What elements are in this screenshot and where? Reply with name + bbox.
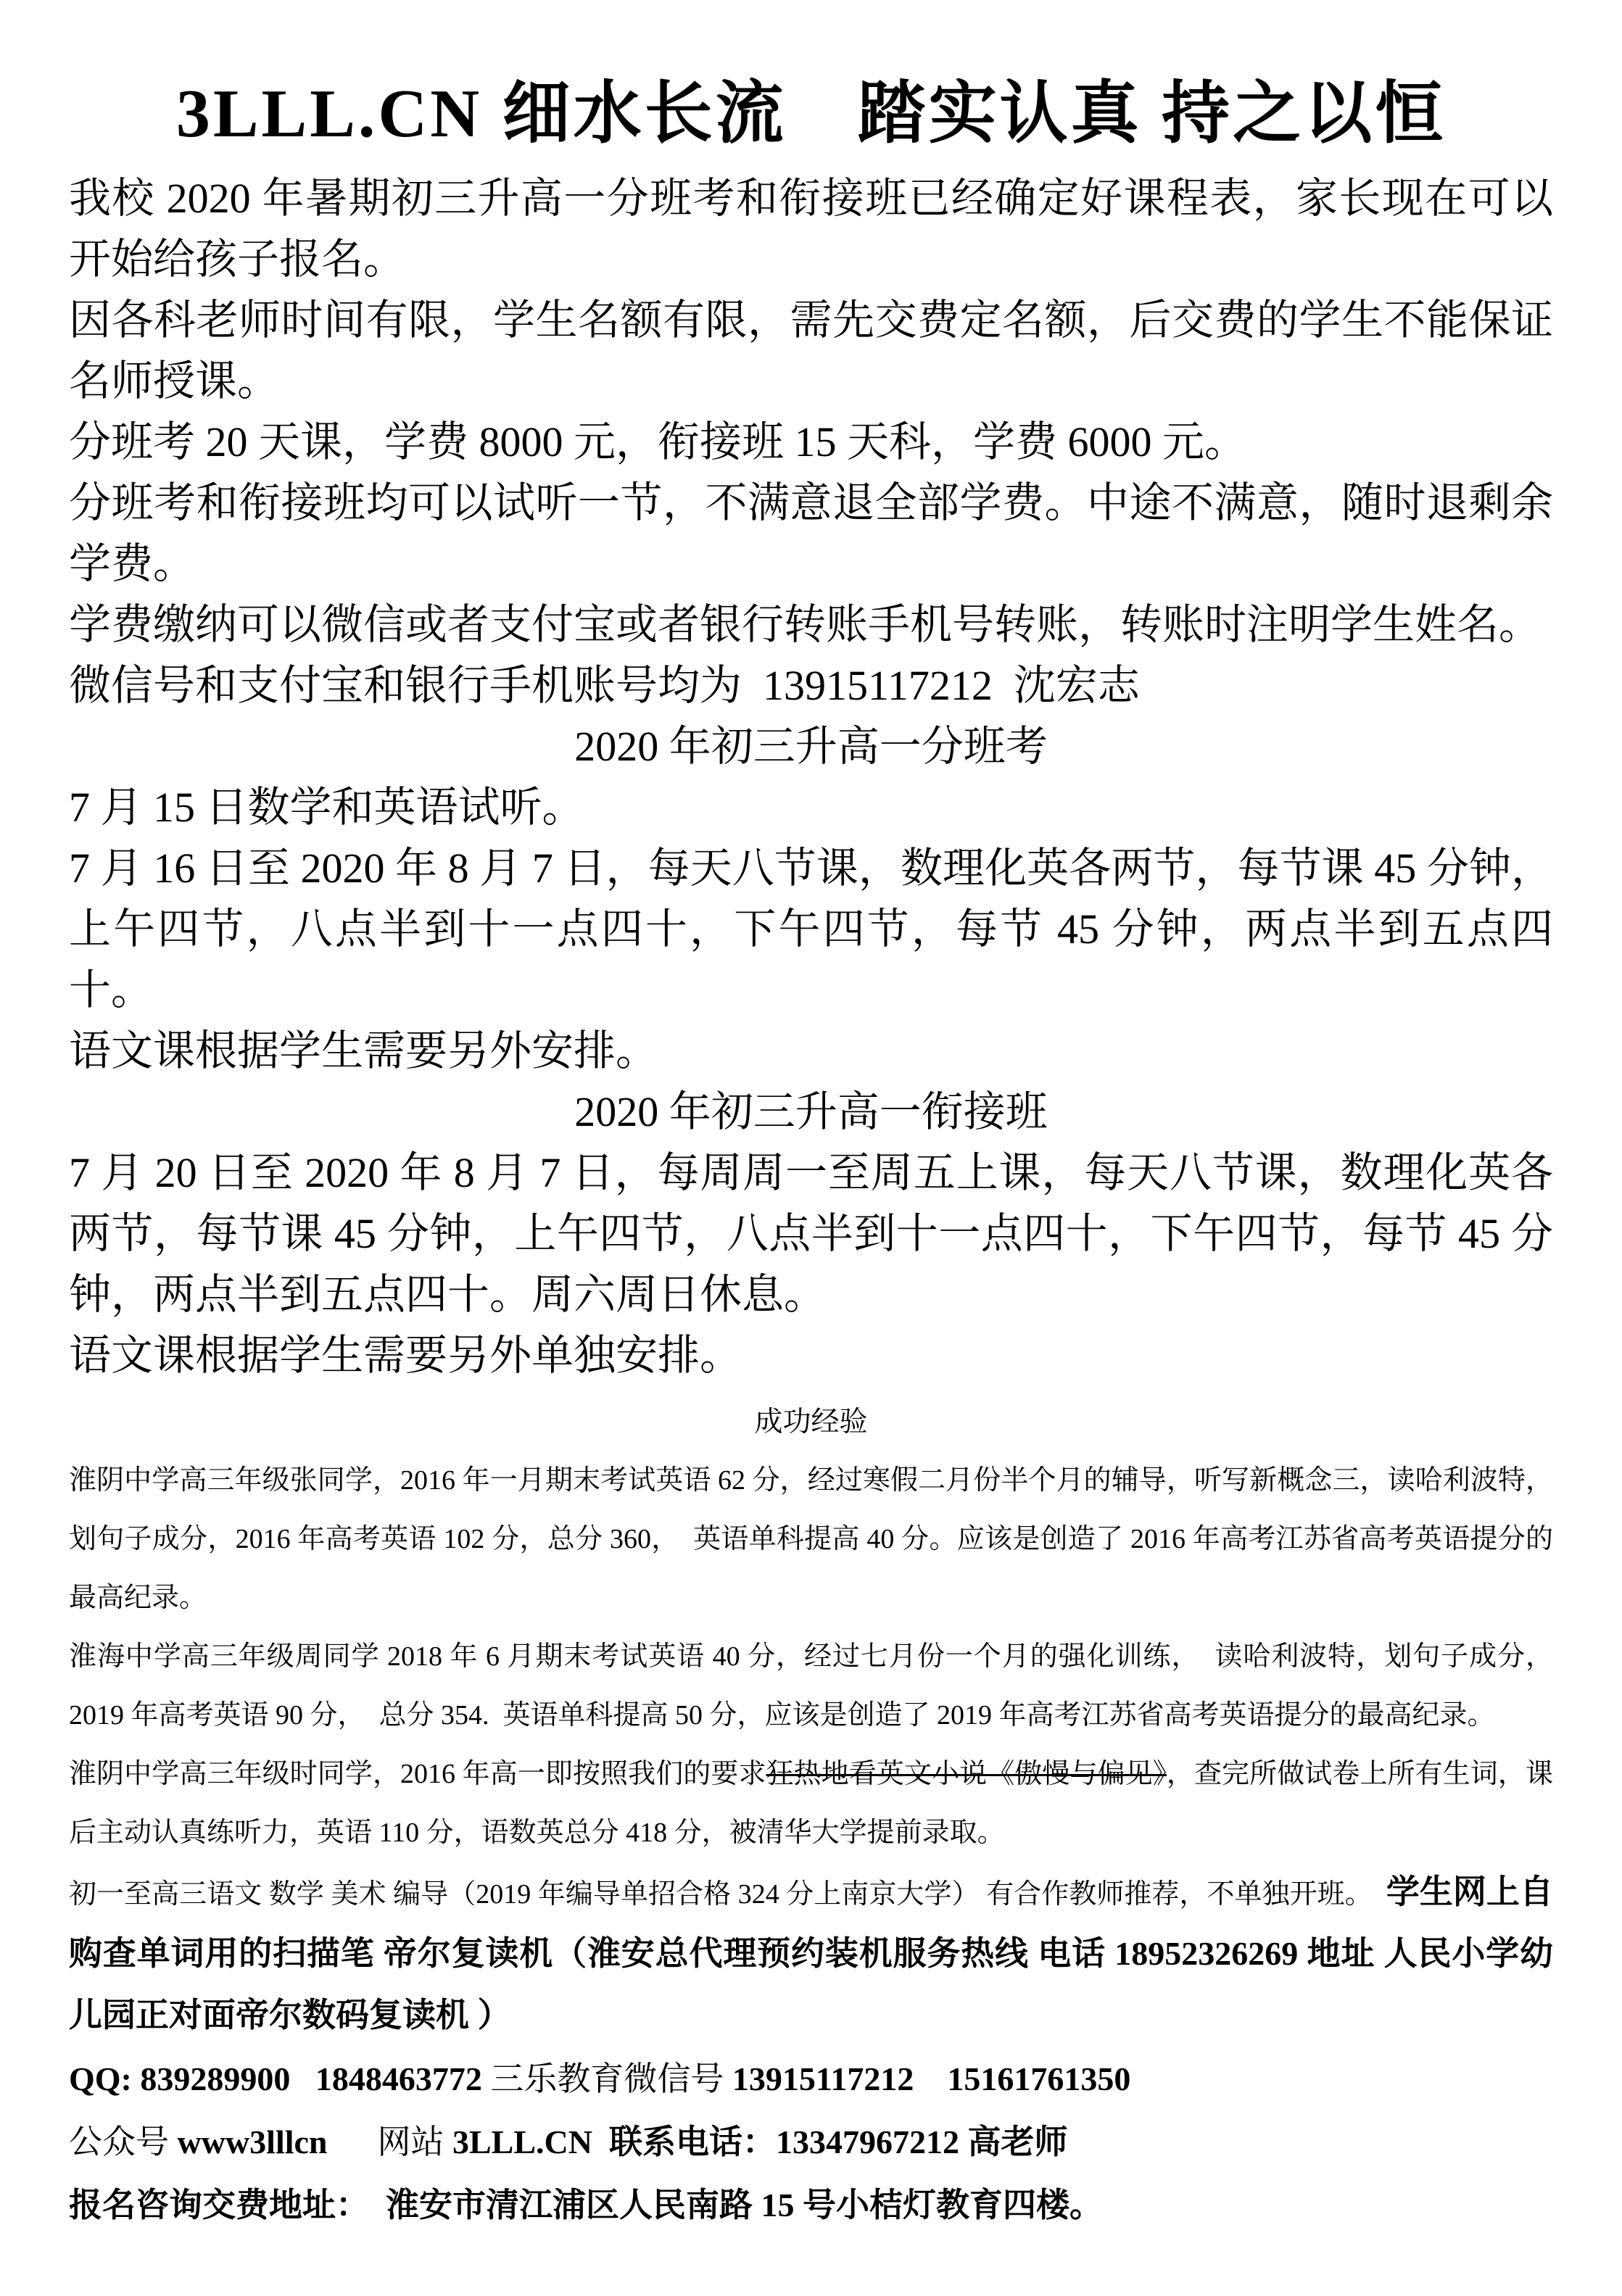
success-section xyxy=(69,1393,1553,2047)
success-story-1: 淮阴中学高三年级张同学，2016 年一月期末考试英语 62 分，经过寒假二月份半个月的辅导，听写新概念三，读哈利波特，划句子成分，2016 年高考英语 102 分，总分 360， 英语单科提高 40 分。应该是创造了 2016 年高考江苏省高考英语提分的最高纪录。 xyxy=(69,1465,1553,1614)
contact-section xyxy=(69,2047,1553,2237)
payment-account-line: 微信号和支付宝和银行手机账号均为 13915117212 沈宏志 xyxy=(69,662,1140,710)
wechat-label: 三乐教育微信号 xyxy=(490,2060,732,2098)
intro-paragraph: 分班考 20 天课，学费 8000 元，衔接班 15 天科，学费 6000 元。 xyxy=(69,418,1247,466)
placement-exam-paragraph: 语文课根据学生需要另外安排。 xyxy=(69,1027,658,1075)
intro-paragraph: 我校 2020 年暑期初三升高一分班考和衔接班已经确定好课程表，家长现在可以开始给孩子报名。 xyxy=(69,175,1553,283)
placement-exam-section xyxy=(69,716,1553,1082)
website-value: 3LLL.CN xyxy=(452,2123,592,2161)
placement-exam-paragraph: 7 月 16 日至 2020 年 8 月 7 日，每天八节课，数理化英各两节，每节课 45 分钟，上午四节，八点半到十一点四十，下午四节，每节 45 分钟，两点半到五点四十。 xyxy=(69,845,1553,1014)
bridge-class-paragraph: 语文课根据学生需要另外单独安排。 xyxy=(69,1332,742,1380)
strikethrough-text: 狂热地看英文小说《傲慢与偏见》 xyxy=(766,1759,1167,1790)
story-3-post-text: ，查完所做试卷上所有生词，课后主动认真练听力，英语 110 分，语数英总分 418 分，被清华大学提前录取。 xyxy=(69,1759,1553,1849)
intro-section xyxy=(69,168,1553,716)
bridge-class-section xyxy=(69,1082,1553,1386)
success-story-3 xyxy=(69,1745,1553,1862)
placement-exam-paragraph: 7 月 15 日数学和英语试听。 xyxy=(69,784,584,832)
public-account-label: 公众号 xyxy=(69,2123,178,2161)
courses-normal-text: 初一至高三语文 数学 美术 编导（2019 年编导单招合格 324 分上南京大学） 有合作教师推荐，不单独开班。 xyxy=(69,1879,1386,1910)
bridge-class-heading: 2020 年初三升高一衔接班 xyxy=(574,1088,1048,1136)
scanner-pen-note: 学生网上自购查单词用的扫描笔 帝尔复读机（淮安总代理预约装机服务热线 电话 18952326269 地址 人民小学幼儿园正对面帝尔数码复读机 ） xyxy=(69,1873,1553,2034)
success-heading: 成功经验 xyxy=(754,1406,868,1438)
web-line xyxy=(69,2110,1553,2173)
bridge-class-paragraph: 7 月 20 日至 2020 年 8 月 7 日，每周周一至周五上课，每天八节课，数理化英各两节，每节课 45 分钟，上午四节，八点半到十一点四十，下午四节，每节 45 分钟，两点半到五点四十。周六周日休息。 xyxy=(69,1149,1553,1319)
public-account-value: www3lllcn xyxy=(177,2123,328,2161)
website-label: 网站 xyxy=(327,2123,452,2161)
wechat-numbers: 13915117212 15161761350 xyxy=(732,2060,1131,2098)
intro-paragraph: 因各科老师时间有限，学生名额有限，需先交费定名额，后交费的学生不能保证名师授课。 xyxy=(69,297,1553,405)
page-title: 3LLL.CN 细水长流 踏实认真 持之以恒 xyxy=(175,76,1447,152)
address-line: 报名咨询交费地址： 淮安市清江浦区人民南路 15 号小桔灯教育四楼。 xyxy=(69,2187,1103,2224)
intro-paragraph: 学费缴纳可以微信或者支付宝或者银行转账手机号转账，转账时注明学生姓名。 xyxy=(69,601,1542,649)
intro-paragraph: 分班考和衔接班均可以试听一节，不满意退全部学费。中途不满意，随时退剩余学费。 xyxy=(69,479,1553,588)
story-3-pre-text: 淮阴中学高三年级时同学，2016 年高一即按照我们的要求 xyxy=(69,1759,766,1790)
phone-contact: 联系电话：13347967212 高老师 xyxy=(592,2123,1068,2161)
qq-line xyxy=(69,2047,1553,2110)
success-story-2: 淮海中学高三年级周同学 2018 年 6 月期末考试英语 40 分，经过七月份一个月的强化训练， 读哈利波特，划句子成分，2019 年高考英语 90 分， 总分 354. 英语单科提高 50 分，应该是创造了 2019 年高考江苏省高考英语提分的最高纪录。 xyxy=(69,1641,1553,1731)
courses-note xyxy=(69,1862,1553,2047)
placement-exam-heading: 2020 年初三升高一分班考 xyxy=(574,723,1048,771)
qq-numbers: QQ: 839289900 1848463772 xyxy=(69,2060,491,2098)
